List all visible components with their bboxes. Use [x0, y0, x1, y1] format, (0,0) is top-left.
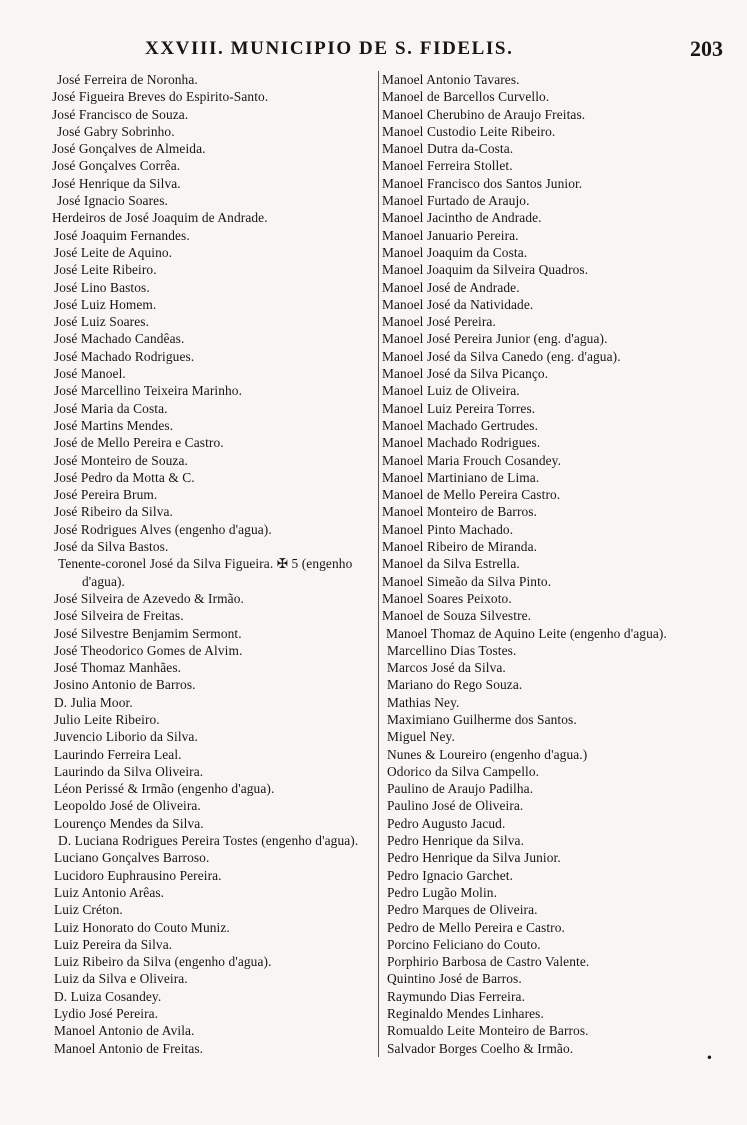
list-item: José Marcellino Teixeira Marinho. [54, 383, 243, 399]
list-item: Manoel Soares Peixoto. [382, 590, 512, 606]
list-item: Miguel Ney. [387, 729, 455, 745]
list-item: Raymundo Dias Ferreira. [387, 988, 526, 1004]
list-item: Pedro de Mello Pereira e Castro. [387, 919, 565, 935]
list-item: Porcino Feliciano do Couto. [387, 936, 541, 952]
list-item: José Figueira Breves do Espirito-Santo. [52, 89, 269, 105]
list-item: José Gabry Sobrinho. [57, 123, 175, 139]
list-item: José Monteiro de Souza. [54, 452, 188, 468]
list-item: Manoel Ferreira Stollet. [382, 158, 513, 174]
list-item: Porphirio Barbosa de Castro Valente. [387, 954, 590, 970]
list-item: Manoel Joaquim da Costa. [382, 244, 528, 260]
list-item: José Leite de Aquino. [54, 244, 173, 260]
list-item: Paulino de Araujo Padilha. [387, 781, 534, 797]
list-item: D. Julia Moor. [54, 694, 133, 710]
list-item: José Machado Rodrigues. [54, 348, 195, 364]
list-item: Lydio José Pereira. [54, 1006, 159, 1022]
list-item: Laurindo da Silva Oliveira. [54, 763, 204, 779]
list-item: José de Mello Pereira e Castro. [54, 435, 224, 451]
list-item: José Martins Mendes. [54, 417, 174, 433]
list-item: Manoel José da Natividade. [382, 296, 534, 312]
list-item: José Maria da Costa. [54, 400, 168, 416]
list-item: Pedro Augusto Jacud. [387, 815, 506, 831]
list-item: José Gonçalves Corrêa. [52, 158, 181, 174]
list-item: Manoel Machado Gertrudes. [382, 417, 539, 433]
list-item: José Leite Ribeiro. [54, 262, 157, 278]
list-item: Luciano Gonçalves Barroso. [54, 850, 210, 866]
list-item: Manoel Luiz de Oliveira. [382, 383, 520, 399]
list-item: Manoel Thomaz de Aquino Leite (engenho d'agua). [386, 625, 667, 641]
list-item: Reginaldo Mendes Linhares. [387, 1006, 544, 1022]
list-item: Manoel Simeão da Silva Pinto. [382, 573, 552, 589]
list-item: D. Luciana Rodrigues Pereira Tostes (engenho d'agua). [58, 833, 359, 849]
page-header [0, 38, 747, 62]
list-item: Juvencio Liborio da Silva. [54, 729, 198, 745]
list-item: Josino Antonio de Barros. [54, 677, 196, 693]
list-item: Manoel José da Silva Canedo (eng. d'agua). [382, 348, 621, 364]
list-item: Manoel Dutra da-Costa. [382, 141, 514, 157]
list-item: José Ignacio Soares. [57, 193, 168, 209]
list-item: José Luiz Soares. [54, 314, 150, 330]
list-item: José Pereira Brum. [54, 487, 158, 503]
list-item: Manoel de Mello Pereira Castro. [382, 487, 561, 503]
list-item: Manoel José Pereira Junior (eng. d'agua). [382, 331, 608, 347]
list-item: José da Silva Bastos. [54, 539, 169, 555]
list-item: Manoel Cherubino de Araujo Freitas. [382, 106, 586, 122]
list-item: Herdeiros de José Joaquim de Andrade. [52, 210, 268, 226]
list-item: Romualdo Leite Monteiro de Barros. [387, 1023, 589, 1039]
list-item: Lucidoro Euphrausino Pereira. [54, 867, 222, 883]
list-item: José Lino Bastos. [54, 279, 150, 295]
list-item: Pedro Ignacio Garchet. [387, 867, 514, 883]
list-item: José Manoel. [54, 366, 126, 382]
list-item: Manoel da Silva Estrella. [382, 556, 520, 572]
list-item: Quintino José de Barros. [387, 971, 522, 987]
list-item: José Francisco de Souza. [52, 106, 189, 122]
list-item: Pedro Henrique da Silva Junior. [387, 850, 561, 866]
list-item: Manoel Antonio Tavares. [382, 72, 520, 87]
page-number: 203 [690, 36, 723, 61]
list-item: José Thomaz Manhães. [54, 660, 182, 676]
list-item: José Theodorico Gomes de Alvim. [54, 642, 243, 658]
list-item: José Pedro da Motta & C. [54, 469, 195, 485]
list-item: Manoel Machado Rodrigues. [382, 435, 541, 451]
list-item: Luiz da Silva e Oliveira. [54, 971, 188, 987]
list-item: Manoel Custodio Leite Ribeiro. [382, 123, 556, 139]
list-item: Salvador Borges Coelho & Irmão. [387, 1040, 574, 1056]
list-item: José Machado Candêas. [54, 331, 185, 347]
list-item: Manoel Jacintho de Andrade. [382, 210, 542, 226]
list-item: Manoel Luiz Pereira Torres. [382, 400, 536, 416]
list-item: Odorico da Silva Campello. [387, 763, 540, 779]
list-item: José Silvestre Benjamim Sermont. [54, 625, 242, 641]
list-item: Luiz Ribeiro da Silva (engenho d'agua). [54, 954, 272, 970]
list-item: Pedro Henrique da Silva. [387, 833, 525, 849]
list-item: Manoel José Pereira. [382, 314, 496, 330]
page-title: XXVIII. MUNICIPIO DE S. FIDELIS. [145, 38, 514, 59]
list-item: Lourenço Mendes da Silva. [54, 815, 204, 831]
list-item: Manoel Antonio de Freitas. [54, 1040, 204, 1056]
list-item: José Joaquim Fernandes. [54, 227, 190, 243]
list-item: Manoel de Souza Silvestre. [382, 608, 532, 624]
list-item: Manoel José da Silva Picanço. [382, 366, 549, 382]
left-column [52, 71, 374, 1057]
list-item: Maximiano Guilherme dos Santos. [387, 711, 577, 727]
list-item: Luiz Pereira da Silva. [54, 936, 173, 952]
list-item: Luiz Antonio Arêas. [54, 884, 165, 900]
right-column [378, 71, 722, 1057]
list-item: Mariano do Rego Souza. [387, 677, 523, 693]
list-item: José Silveira de Freitas. [54, 608, 184, 624]
list-item: José Henrique da Silva. [52, 175, 181, 191]
list-item: Luiz Créton. [54, 902, 123, 918]
list-item: Julio Leite Ribeiro. [54, 711, 160, 727]
list-item: Manoel Maria Frouch Cosandey. [382, 452, 562, 468]
list-item: Pedro Marques de Oliveira. [387, 902, 538, 918]
list-item: Pedro Lugão Molin. [387, 884, 498, 900]
list-item: Manoel Pinto Machado. [382, 521, 514, 537]
list-item: Manoel de Barcellos Curvello. [382, 89, 550, 105]
list-item: Tenente-coronel José da Silva Figueira. ✠ 5 (engenho d'agua). [58, 556, 353, 589]
list-item: Manoel Monteiro de Barros. [382, 504, 538, 520]
list-item: Laurindo Ferreira Leal. [54, 746, 182, 762]
list-item: José Gonçalves de Almeida. [52, 141, 206, 157]
list-item: Nunes & Loureiro (engenho d'agua.) [387, 746, 588, 762]
list-item: José Silveira de Azevedo & Irmão. [54, 590, 244, 606]
list-item: Manoel Furtado de Araujo. [382, 193, 530, 209]
ink-dot: • [705, 1051, 713, 1065]
list-item: José Ribeiro da Silva. [54, 504, 173, 520]
list-item: Manoel José de Andrade. [382, 279, 520, 295]
list-item: Marcellino Dias Tostes. [387, 642, 517, 658]
list-item: Marcos José da Silva. [387, 660, 506, 676]
list-item: Manoel Ribeiro de Miranda. [382, 539, 538, 555]
list-item: José Rodrigues Alves (engenho d'agua). [54, 521, 272, 537]
list-item: Manoel Martiniano de Lima. [382, 469, 540, 485]
list-item: José Ferreira de Noronha. [57, 72, 198, 87]
list-item: Manoel Januario Pereira. [382, 227, 519, 243]
list-item: Léon Perissé & Irmão (engenho d'agua). [54, 781, 275, 797]
list-item: D. Luiza Cosandey. [54, 988, 162, 1004]
list-item: José Luiz Homem. [54, 296, 157, 312]
list-item: Manoel Antonio de Avila. [54, 1023, 195, 1039]
list-item: Luiz Honorato do Couto Muniz. [54, 919, 230, 935]
list-item: Manoel Joaquim da Silveira Quadros. [382, 262, 589, 278]
list-item: Manoel Francisco dos Santos Junior. [382, 175, 583, 191]
list-item: Mathias Ney. [387, 694, 460, 710]
list-item: Paulino José de Oliveira. [387, 798, 524, 814]
list-item: Leopoldo José de Oliveira. [54, 798, 201, 814]
